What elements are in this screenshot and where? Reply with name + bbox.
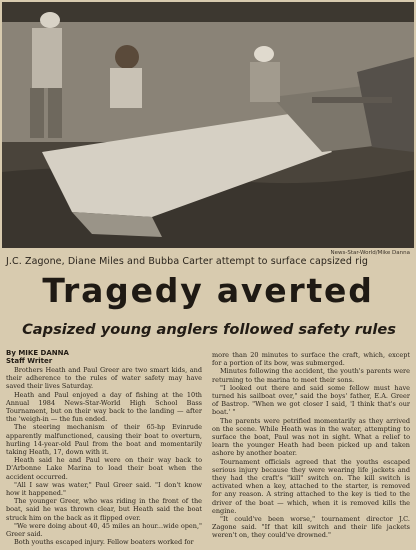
paragraph: Minutes following the accident, the youth's parents were returning to the marina to meet their sons. xyxy=(212,367,410,384)
byline xyxy=(6,349,69,365)
paragraph: The younger Greer, who was riding in the front of the boat, said he was thrown clear, but Heath said the boat struck him on the back as it flipped over. xyxy=(6,497,202,522)
article-column-left xyxy=(6,366,202,546)
paragraph: The parents were petrified momentarily as they arrived on the scene. While Heath was in the water, attempting to surface the boat, Paul was not in sight. What a relief to learn the younger Heath had been picked up and taken ashore by another boater. xyxy=(212,416,410,458)
news-photo xyxy=(2,2,414,248)
paragraph: more than 20 minutes to surface the craft, which, except for a portion of its bow, was submerged. xyxy=(212,351,410,368)
paragraph: Heath and Paul enjoyed a day of fishing at the 10th Annual 1984 News-Star-World High School Bass Tournament, but on their way back to the landing — after the 'weigh-in — the fun ended. xyxy=(6,390,202,424)
article-column-right xyxy=(212,351,410,540)
photo-caption: J.C. Zagone, Diane Miles and Bubba Carter attempt to surface capsized rig xyxy=(6,256,368,267)
paragraph: "All I saw was water," Paul Greer said. "I don't know how it happened." xyxy=(6,480,202,498)
photo-credit: News-Star-World/Mike Danna xyxy=(330,250,410,256)
paragraph: "I looked out there and said some fellow must have turned his sailboat over," said the boys' father, E.A. Greer of Bastrop. "When we got closer I said, 'I think that's our boat.' " xyxy=(212,383,410,417)
photo-illustration xyxy=(2,2,414,248)
paragraph: Tournament officials agreed that the youths escaped serious injury because they were wearing life jackets and they had the craft's "kill" switch on. The kill switch is activated when a key, attached to the starter, is removed for any reason. A string attached to the key is tied to the driver of the boat — which, when it is removed kills the engine. xyxy=(212,457,410,515)
paragraph: "We were doing about 40, 45 miles an hour...wide open," Greer said. xyxy=(6,521,202,539)
paragraph: Both youths escaped injury. Fellow boaters worked for xyxy=(14,538,194,547)
subheadline: Capsized young anglers followed safety rules xyxy=(22,321,396,338)
byline-role: Staff Writer xyxy=(6,357,53,365)
byline-author: By MIKE DANNA xyxy=(6,349,69,357)
paragraph: Brothers Heath and Paul Greer are two smart kids, and their adherence to the rules of water safety may have saved their lives Saturday. xyxy=(6,366,202,391)
paragraph: "It could've been worse," tournament director J.C. Zagone said. "If that kill switch and their life jackets weren't on, they could've drowned." xyxy=(212,515,410,540)
headline: Tragedy averted xyxy=(42,271,374,310)
paragraph: Heath said he and Paul were on their way back to D'Arbonne Lake Marina to load their boat when the accident occurred. xyxy=(6,456,202,481)
paragraph: The steering mechanism of their 65-hp Evinrude apparently malfunctioned, causing their boat to overturn, hurling 14-year-old Paul from the boat and momentarily taking Heath, 17, down with it. xyxy=(6,423,202,457)
